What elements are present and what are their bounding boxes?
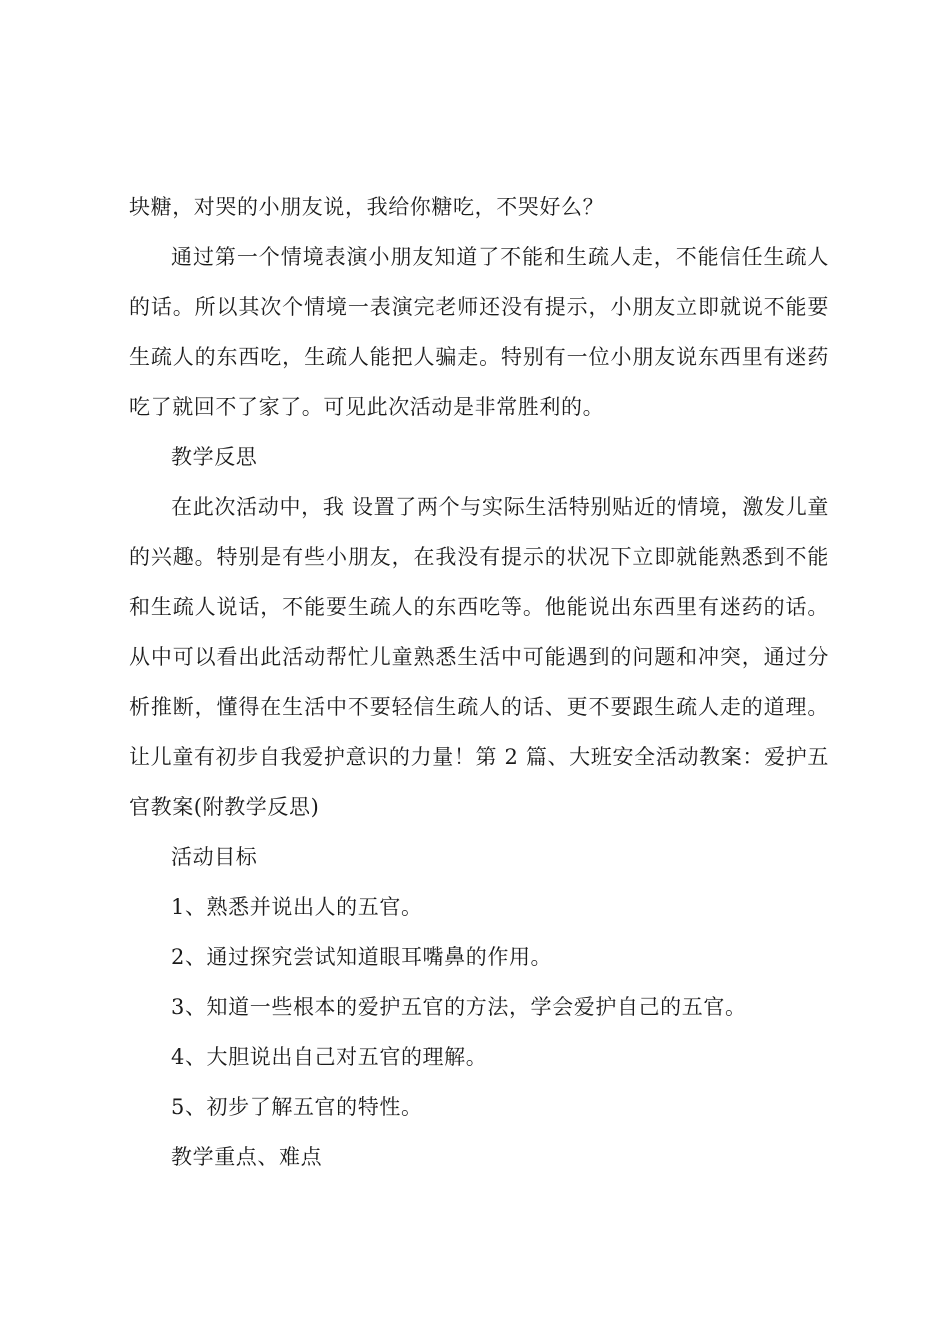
goal-item-2: 2、通过探究尝试知道眼耳嘴鼻的作用。 xyxy=(171,945,553,969)
heading-key-points: 教学重点、难点 xyxy=(171,1145,323,1169)
paragraph-result: 通过第一个情境表演小朋友知道了不能和生疏人走，不能信任生疏人的话。所以其次个情境一表演完老师还没有提示，小朋友立即就说不能要生疏人的东西吃，生疏人能把人骗走。特别有一位小朋友说东西里有迷药吃了就回不了家了。可见此次活动是非常胜利的。 xyxy=(129,245,829,419)
goal-item-3: 3、知道一些根本的爱护五官的方法，学会爱护自己的五官。 xyxy=(171,995,747,1019)
paragraph-reflection: 在此次活动中，我 设置了两个与实际生活特别贴近的情境，激发儿童的兴趣。特别是有些小朋友，在我没有提示的状况下立即就能熟悉到不能和生疏人说话，不能要生疏人的东西吃等。他能说出东西里有迷药的话。从中可以看出此活动帮忙儿童熟悉生活中可能遇到的问题和冲突，通过分析推断，懂得在生活中不要轻信生疏人的话、更不要跟生疏人走的道理。让儿童有初步自我爱护意识的力量！第 2 篇、大班安全活动教案：爱护五官教案(附教学反思) xyxy=(129,495,829,819)
heading-teaching-reflection: 教学反思 xyxy=(171,445,258,469)
goal-item-1: 1、熟悉并说出人的五官。 xyxy=(171,895,423,919)
heading-activity-goals: 活动目标 xyxy=(171,845,258,869)
goal-item-4: 4、大胆说出自己对五官的理解。 xyxy=(171,1045,488,1069)
document-body xyxy=(129,182,829,1182)
paragraph-continuation: 块糖，对哭的小朋友说，我给你糖吃，不哭好么？ xyxy=(129,195,605,219)
goal-item-5: 5、初步了解五官的特性。 xyxy=(171,1095,423,1119)
